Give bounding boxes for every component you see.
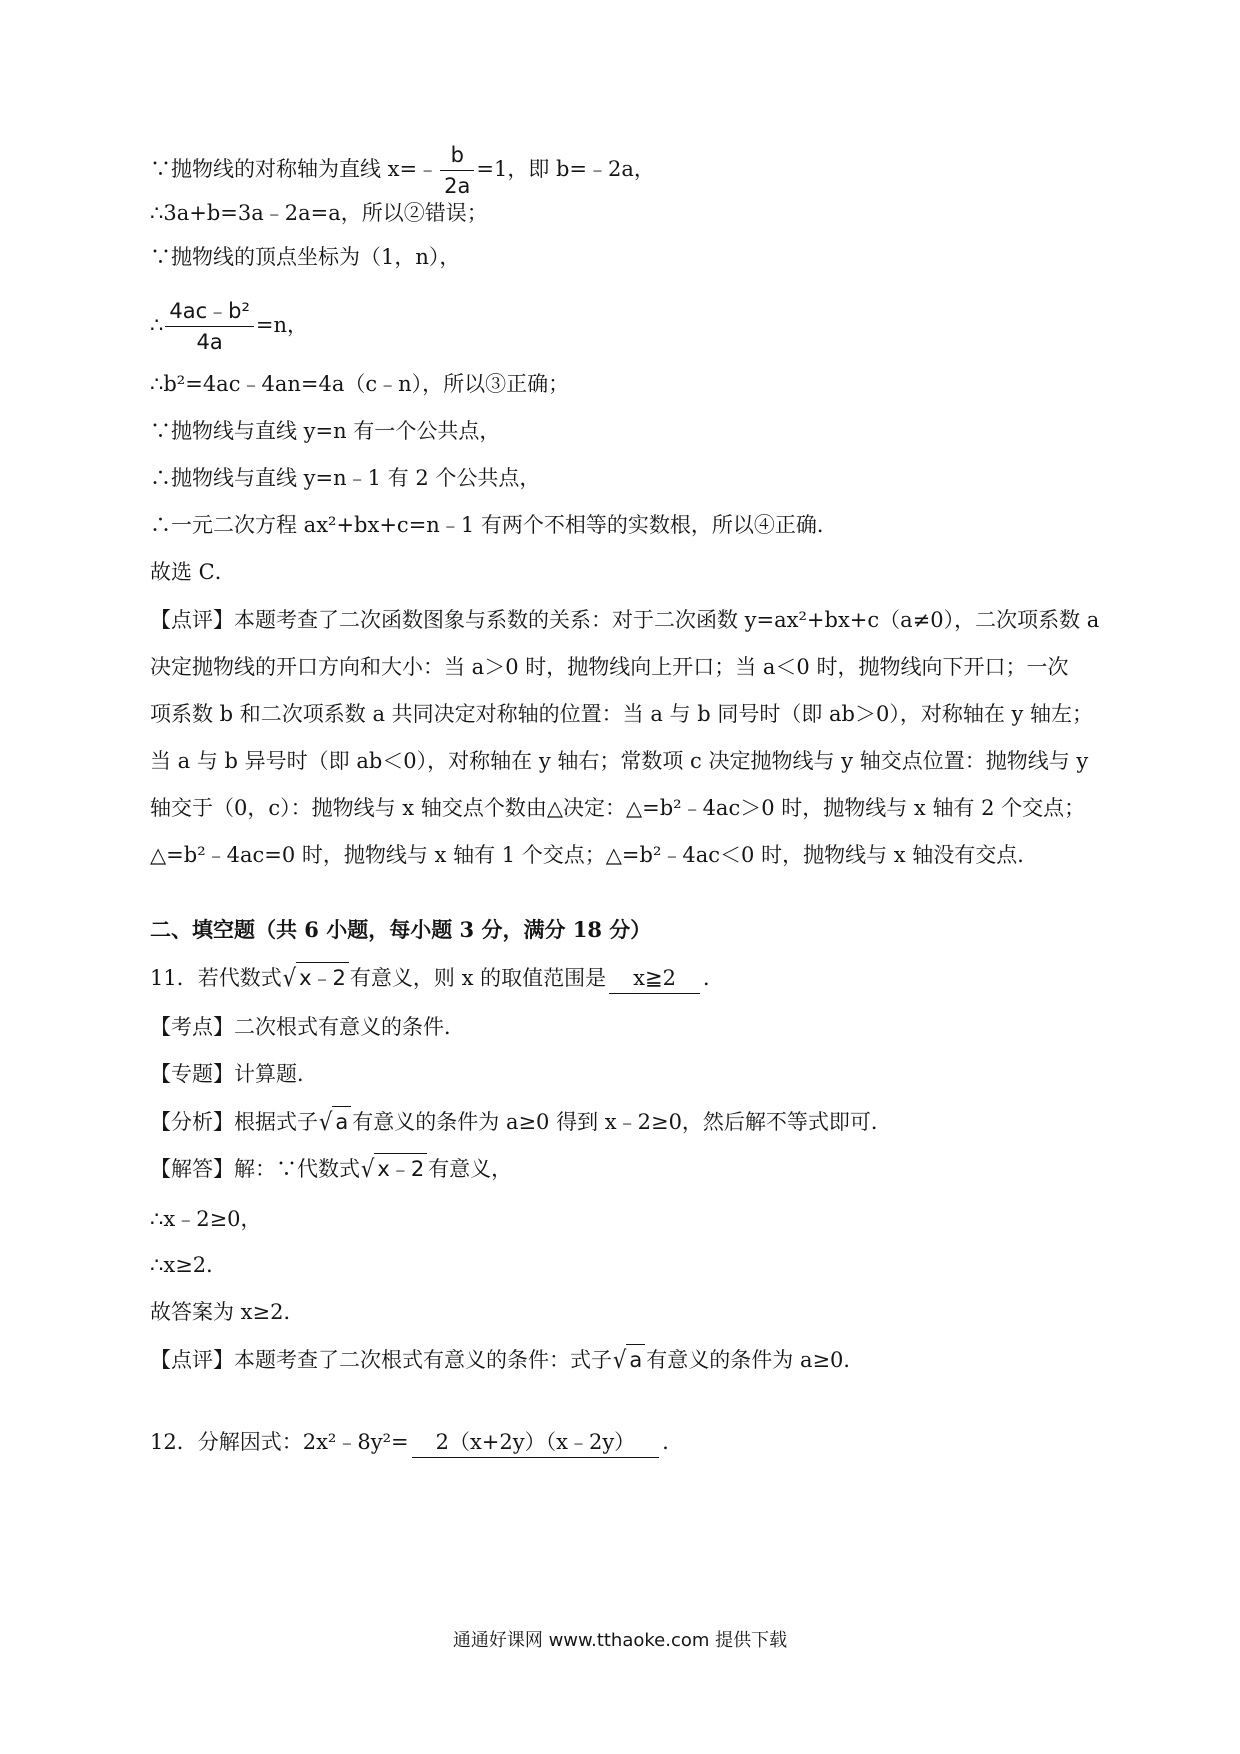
zhuanti: 【专题】计算题．	[150, 1062, 318, 1086]
line-vertex-formula: ∴ $\frac{\text{4ac﹣b²}}{4a}$ =n，	[150, 296, 308, 357]
jieda: 【解答】解：∵代数式√ x﹣2 有意义，	[150, 1153, 512, 1184]
dianping-11: 【点评】本题考查了二次根式有意义的条件：式子√ a 有意义的条件为 a≥0．	[150, 1344, 864, 1375]
comment-line-6: △=b²﹣4ac=0 时，抛物线与 x 轴有 1 个交点；△=b²﹣4ac＜0 时，抛物线与 x 轴没有交点．	[150, 843, 1039, 867]
sqrt-a: √ a	[319, 1106, 351, 1137]
kaodian: 【考点】二次根式有意义的条件．	[150, 1015, 465, 1039]
line-5: ∴b²=4ac﹣4an=4a（c﹣n），所以③正确；	[150, 372, 570, 396]
sqrt-a-b: √ a	[613, 1344, 645, 1375]
line-7: ∴抛物线与直线 y=n﹣1 有 2 个公共点，	[150, 466, 541, 490]
fraction-vertex: $\frac{\text{4ac﹣b²}}{4a}$	[165, 296, 254, 357]
line-3: ∵抛物线的顶点坐标为（1，n），	[150, 245, 461, 269]
line-axis-of-symmetry: ∵抛物线的对称轴为直线 x=﹣ $\frac{b}{2a}$ =1，即 b=﹣2a，	[150, 140, 655, 201]
line-2: ∴3a+b=3a﹣2a=a，所以②错误；	[150, 201, 488, 225]
comment-line-2: 决定抛物线的开口方向和大小：当 a＞0 时，抛物线向上开口；当 a＜0 时，抛物线向下开口；一次	[150, 655, 1069, 679]
question-12: 12．分解因式：2x²﹣8y²= 2（x+2y）（x﹣2y） ．	[150, 1427, 683, 1458]
sqrt-x-minus-2: √ x﹣2	[283, 962, 349, 993]
line-8: ∴一元二次方程 ax²+bx+c=n﹣1 有两个不相等的实数根，所以④正确．	[150, 513, 838, 537]
line-9: 故选 C．	[150, 560, 236, 584]
fraction-b-over-2a: $\frac{b}{2a}$	[440, 140, 474, 201]
comment-line-3: 项系数 b 和二次项系数 a 共同决定对称轴的位置：当 a 与 b 同号时（即 ab＞0），对称轴在 y 轴左；	[150, 702, 1094, 726]
comment-line-1: 【点评】本题考查了二次函数图象与系数的关系：对于二次函数 y=ax²+bx+c（a≠0），二次项系数 a	[150, 608, 1100, 632]
line-6: ∵抛物线与直线 y=n 有一个公共点，	[150, 419, 501, 443]
footer-source: 通通好课网 www.tthaoke.com 提供下载	[452, 1630, 788, 1651]
step-3: 故答案为 x≥2．	[150, 1300, 305, 1324]
sqrt-x-minus-2-b: √ x﹣2	[361, 1153, 427, 1184]
answer-blank-12: 2（x+2y）（x﹣2y）	[412, 1427, 660, 1458]
section-heading: 二、填空题（共 6 小题，每小题 3 分，满分 18 分）	[150, 917, 652, 942]
step-1: ∴x﹣2≥0，	[150, 1207, 262, 1231]
step-2: ∴x≥2．	[150, 1253, 228, 1277]
comment-line-5: 轴交于（0，c）：抛物线与 x 轴交点个数由△决定：△=b²﹣4ac＞0 时，抛物线与 x 轴有 2 个交点；	[150, 796, 1086, 820]
question-11: 11．若代数式√ x﹣2 有意义，则 x 的取值范围是 x≧2 ．	[150, 962, 724, 994]
answer-blank-11: x≧2	[609, 963, 700, 994]
comment-line-4: 当 a 与 b 异号时（即 ab＜0），对称轴在 y 轴右；常数项 c 决定抛物线与 y 轴交点位置：抛物线与 y	[150, 749, 1089, 773]
fenxi: 【分析】根据式子√ a 有意义的条件为 a≥0 得到 x﹣2≥0，然后解不等式即可．	[150, 1106, 892, 1137]
